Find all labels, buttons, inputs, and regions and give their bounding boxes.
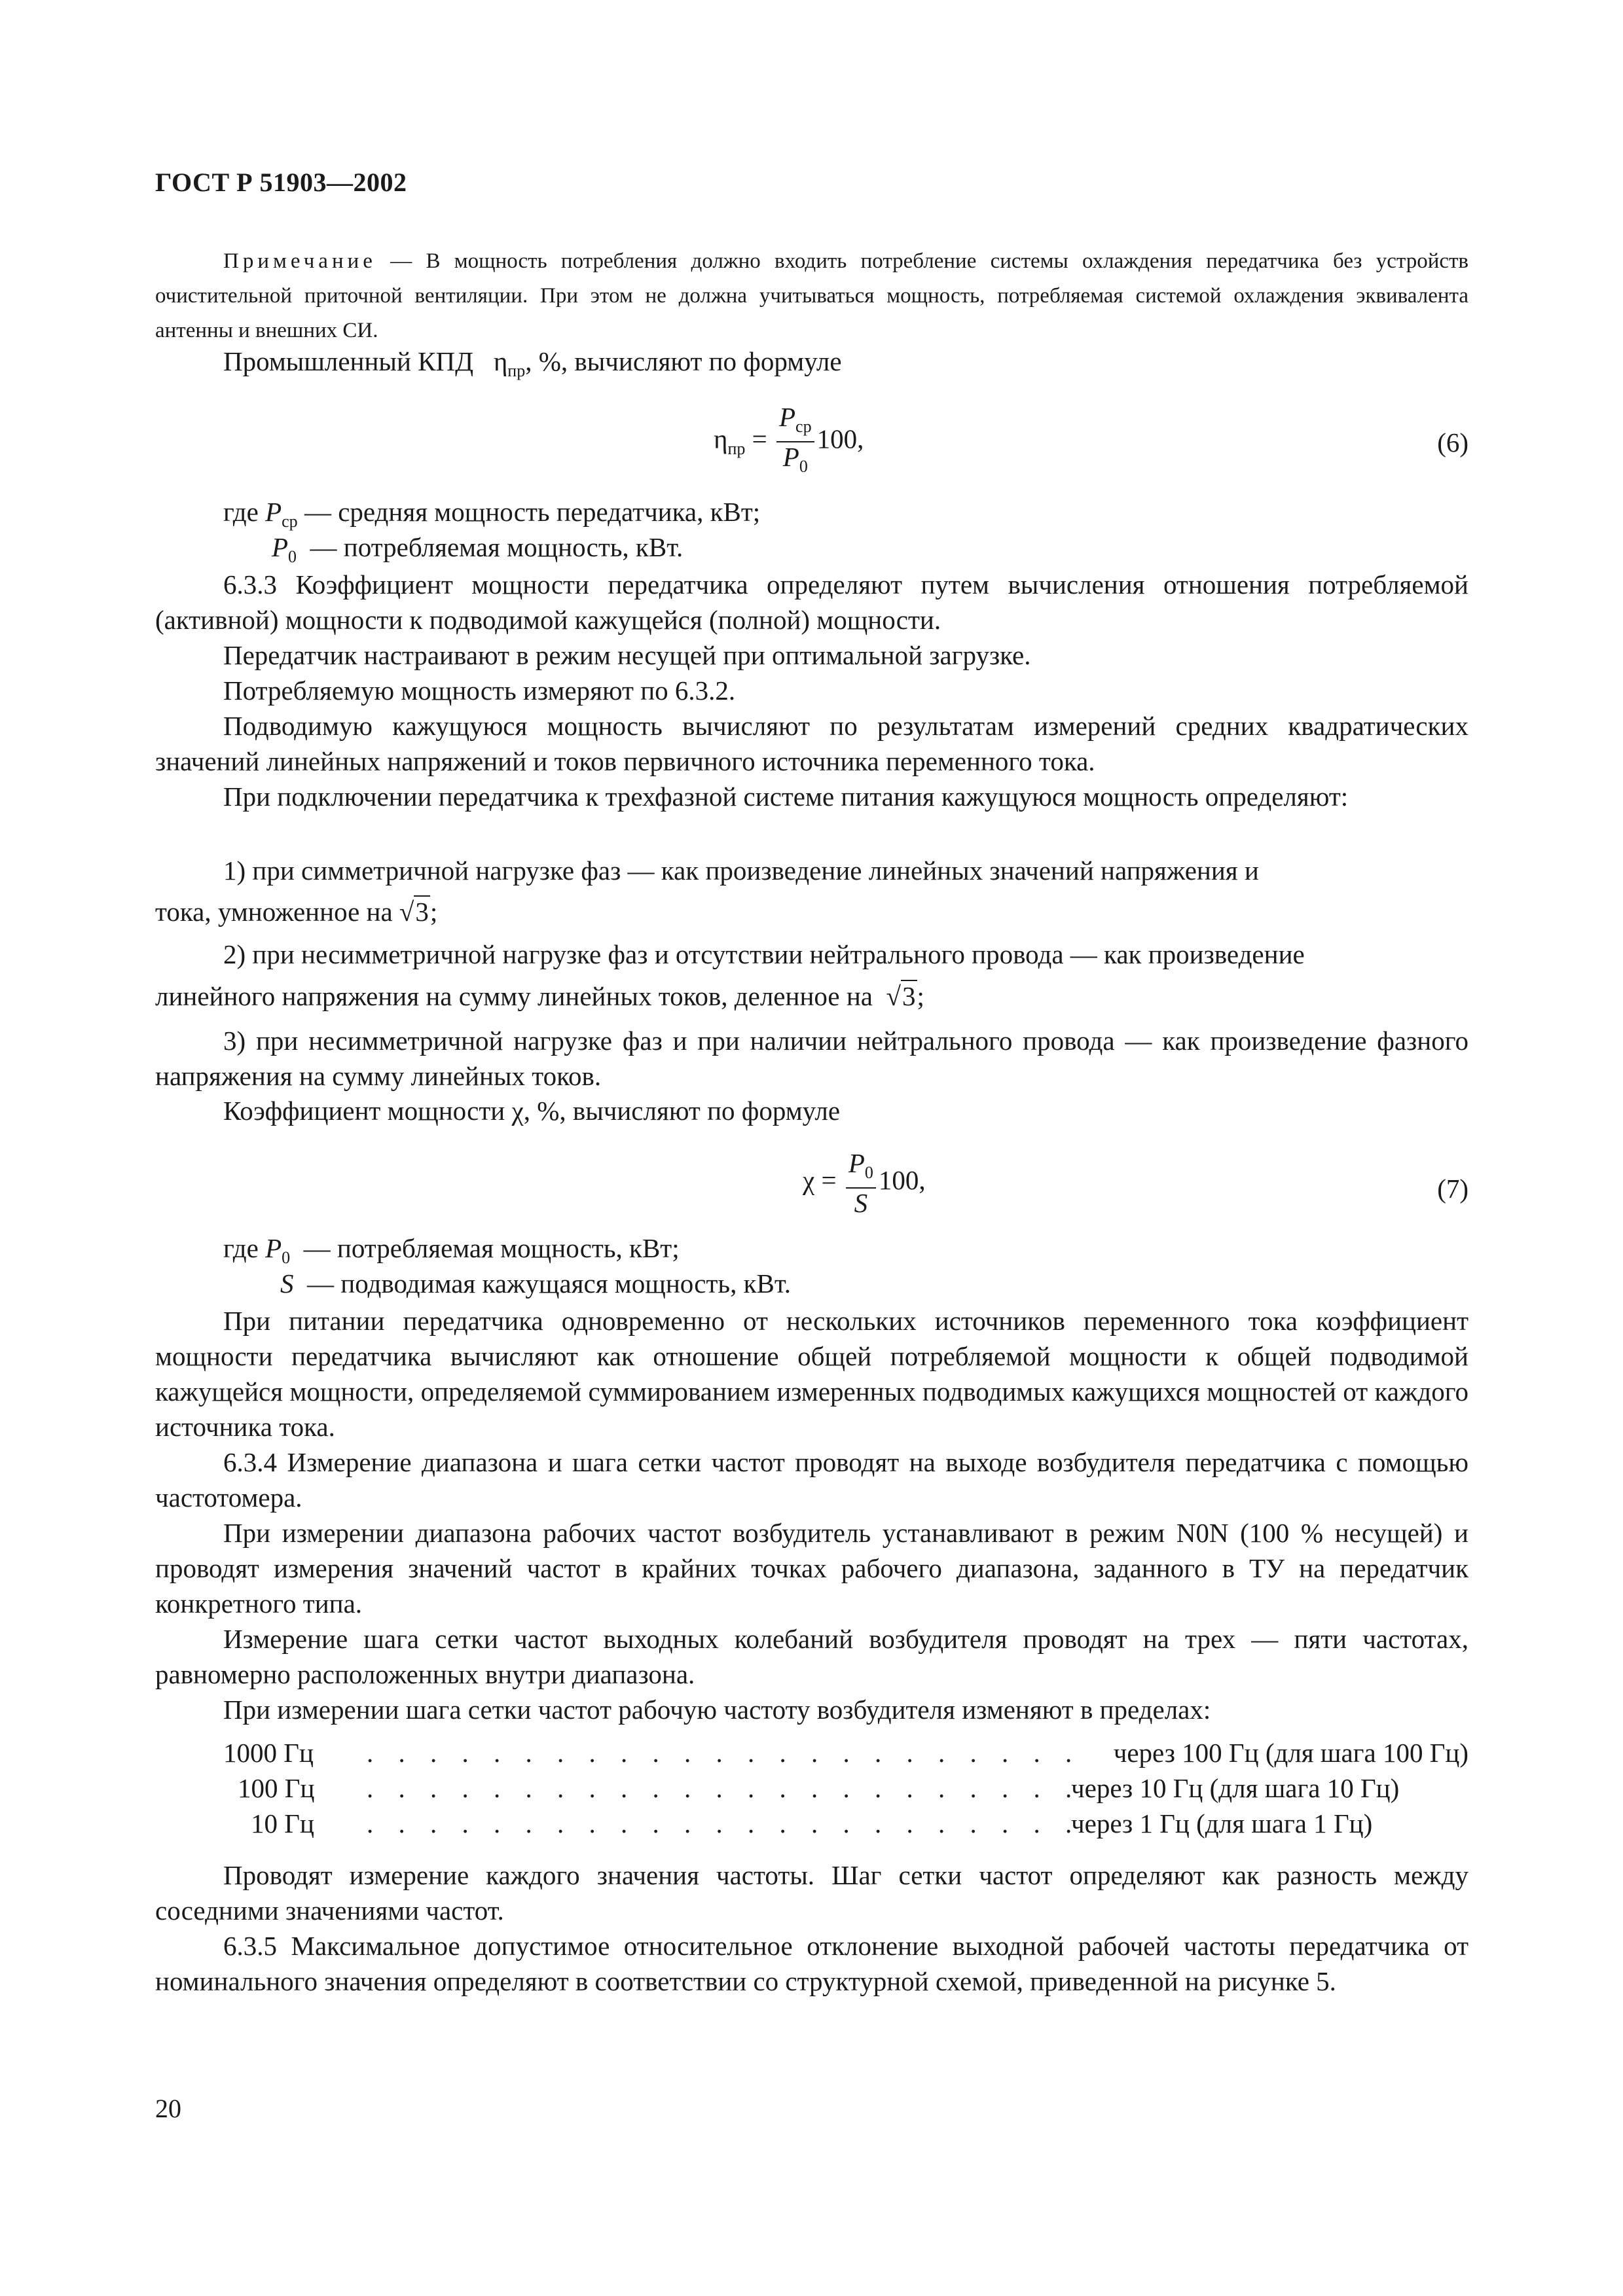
- where7-l1-text: — потребляемая мощность, кВт;: [303, 1233, 680, 1263]
- item-1-line2: [155, 896, 437, 927]
- paragraph-apparent: Подводимую кажущуюся мощность вычисляют по результатам измерений средних квадратических значений линейных напряжений и токов первичного источника переменного тока.: [155, 711, 1468, 776]
- freq-step-3: через 1 Гц (для шага 1 Гц): [1071, 1808, 1373, 1839]
- freq-value: 10 Гц: [251, 1808, 314, 1839]
- item-1-text: тока, умноженное на: [155, 897, 393, 927]
- f7-num: P: [848, 1148, 865, 1178]
- f7-tail: ,: [919, 1165, 926, 1195]
- freq-row-2: [238, 1772, 314, 1804]
- f7-den: S: [854, 1188, 868, 1219]
- sqrt-symbol: √3: [886, 981, 916, 1011]
- paragraph-6-3-5: 6.3.5 Максимальное допустимое относительное отклонение выходной рабочей частоты передатчика от номинального значения определяют в соответствии со структурной схемой, приведенной на рисунке 5.: [155, 1931, 1468, 1996]
- f6-eq: =: [752, 423, 767, 454]
- where7-l2-text: — подводимая кажущаяся мощность, кВт.: [307, 1268, 791, 1299]
- leader-dots: . . . . . . . . . . . . . . . . . . . . . . .: [367, 1773, 1082, 1803]
- paragraph-step: Измерение шага сетки частот выходных колебаний возбудителя проводят на трех — пяти частотах, равномерно расположенных внутри диапазона.: [155, 1624, 1468, 1689]
- where7-line1: [223, 1232, 680, 1268]
- paragraph-measure: Потребляемую мощность измеряют по 6.3.2.: [223, 675, 736, 706]
- chi-intro: [223, 1095, 840, 1126]
- f6-num: P: [779, 402, 796, 432]
- where7-prefix: где: [223, 1233, 259, 1263]
- sqrt-symbol: √3: [399, 897, 429, 927]
- paragraph-6-3-4: 6.3.4 Измерение диапазона и шага сетки частот проводят на выходе возбудителя передатчика с помощью частотомера.: [155, 1447, 1468, 1513]
- item-1-end: ;: [429, 897, 438, 927]
- where7-l1-sym: P: [265, 1233, 282, 1263]
- where7-l1-sub: 0: [282, 1248, 291, 1268]
- equation-number-6: (6): [1437, 427, 1468, 457]
- kpd-symbol-sub: пр: [507, 361, 526, 381]
- f6-lhs-sub: пр: [727, 439, 746, 458]
- where6-l1-sym: P: [265, 497, 282, 527]
- note-text: — В мощность потребления должно входить потребление системы охлаждения передатчика без устройств очистительной приточной вентиляции. При этом не должна учитываться мощность, потребляемая системой охлаждения эквивалента антенны и внешних СИ.: [155, 249, 1468, 342]
- where6-l1-sub: ср: [282, 512, 298, 531]
- freq-step-2: через 10 Гц (для шага 10 Гц): [1071, 1773, 1400, 1803]
- freq-value: 100 Гц: [238, 1773, 315, 1803]
- where6-prefix: где: [223, 497, 259, 527]
- where6-l1-text: — средняя мощность передатчика, кВт;: [304, 497, 761, 527]
- where6-l2-sym: P: [272, 532, 289, 562]
- paragraph-tune: Передатчик настраивают в режим несущей при оптимальной загрузке.: [223, 640, 1031, 670]
- f7-lhs: χ: [803, 1165, 815, 1195]
- f6-mult: 100: [816, 423, 858, 454]
- freq-value: 1000 Гц: [223, 1738, 314, 1768]
- f6-fraction: [776, 403, 814, 481]
- item-3: 3) при несимметричной нагрузке фаз и при наличии нейтрального провода — как произведение фазного напряжения на сумму линейных токов.: [155, 1026, 1468, 1091]
- note-label: Примечание: [223, 249, 376, 273]
- f6-den-sub: 0: [799, 457, 808, 476]
- where7-line2: [280, 1268, 791, 1299]
- kpd-intro-before: Промышленный КПД: [223, 346, 474, 376]
- paragraph-range: При измерении диапазона рабочих частот возбудитель устанавливают в режим N0N (100 % несущей) и проводят измерения значений частот в крайних точках рабочего диапазона, заданного в ТУ на передатчик конкретного типа.: [155, 1518, 1468, 1619]
- paragraph-three-phase: При подключении передатчика к трехфазной системе питания кажущуюся мощность определяют:: [223, 781, 1349, 812]
- chi-symbol: χ: [511, 1096, 524, 1126]
- paragraph-6-3-3: 6.3.3 Коэффициент мощности передатчика определяют путем вычисления отношения потребляемой (активной) мощности к подводимой кажущейся (полной) мощности.: [155, 569, 1468, 635]
- f7-num-sub: 0: [864, 1163, 873, 1183]
- item-1-line1: 1) при симметричной нагрузке фаз — как произведение линейных значений напряжения и: [223, 855, 1259, 886]
- f6-num-sub: ср: [795, 417, 812, 437]
- kpd-intro-after: , %, вычисляют по формуле: [525, 346, 842, 376]
- item-2-line1: 2) при несимметричной нагрузке фаз и отсутствии нейтрального провода — как произведение: [223, 939, 1305, 969]
- paragraph-limits: При измерении шага сетки частот рабочую частоту возбудителя изменяют в пределах:: [223, 1695, 1211, 1725]
- f6-den: P: [782, 442, 799, 473]
- where6-line2: [272, 531, 683, 567]
- kpd-symbol: η: [493, 346, 508, 376]
- page-number: 20: [155, 2094, 181, 2123]
- item-2-text: линейного напряжения на сумму линейных токов, деленное на: [155, 981, 873, 1011]
- where6-l2-sub: 0: [288, 547, 297, 567]
- note-block: [155, 244, 1468, 348]
- where7-l2-sym: S: [280, 1268, 294, 1299]
- formula-6: [714, 403, 864, 481]
- f7-fraction: [846, 1149, 876, 1217]
- leader-dots: . . . . . . . . . . . . . . . . . . . . . . .: [367, 1808, 1082, 1839]
- paragraph-multi-source: При питании передатчика одновременно от нескольких источников переменного тока коэффициент мощности передатчика вычисляют как отношение общей потребляемой мощности к общей подводимой кажущейся мощности, определяемой суммированием измеренных подводимых кажущихся мощностей от каждого источника тока.: [155, 1306, 1468, 1442]
- leader-dots: . . . . . . . . . . . . . . . . . . . . . . .: [367, 1738, 1082, 1768]
- freq-step-1: через 100 Гц (для шага 100 Гц): [1113, 1738, 1468, 1768]
- where6-line1: [223, 496, 760, 531]
- sqrt-radicand: 3: [902, 981, 916, 1011]
- f7-mult: 100: [878, 1165, 919, 1195]
- document-header: ГОСТ Р 51903—2002: [155, 168, 407, 197]
- freq-row-1: [223, 1737, 314, 1768]
- where6-l2-text: — потребляемая мощность, кВт.: [310, 532, 684, 562]
- item-2-end: ;: [917, 981, 924, 1011]
- chi-intro-before: Коэффициент мощности: [223, 1096, 505, 1126]
- sqrt-radicand: 3: [415, 897, 429, 927]
- equation-number-7: (7): [1437, 1174, 1468, 1204]
- paragraph-each: Проводят измерение каждого значения частоты. Шаг сетки частот определяют как разность между соседними значениями частот.: [155, 1860, 1468, 1926]
- item-2-line2: [155, 980, 924, 1012]
- f6-tail: ,: [857, 423, 864, 454]
- freq-row-3: [251, 1808, 314, 1839]
- formula-7: [803, 1149, 926, 1217]
- f7-eq: =: [821, 1165, 837, 1195]
- f6-lhs: η: [714, 423, 728, 454]
- chi-intro-after: , %, вычисляют по формуле: [523, 1096, 841, 1126]
- kpd-intro: [223, 346, 842, 381]
